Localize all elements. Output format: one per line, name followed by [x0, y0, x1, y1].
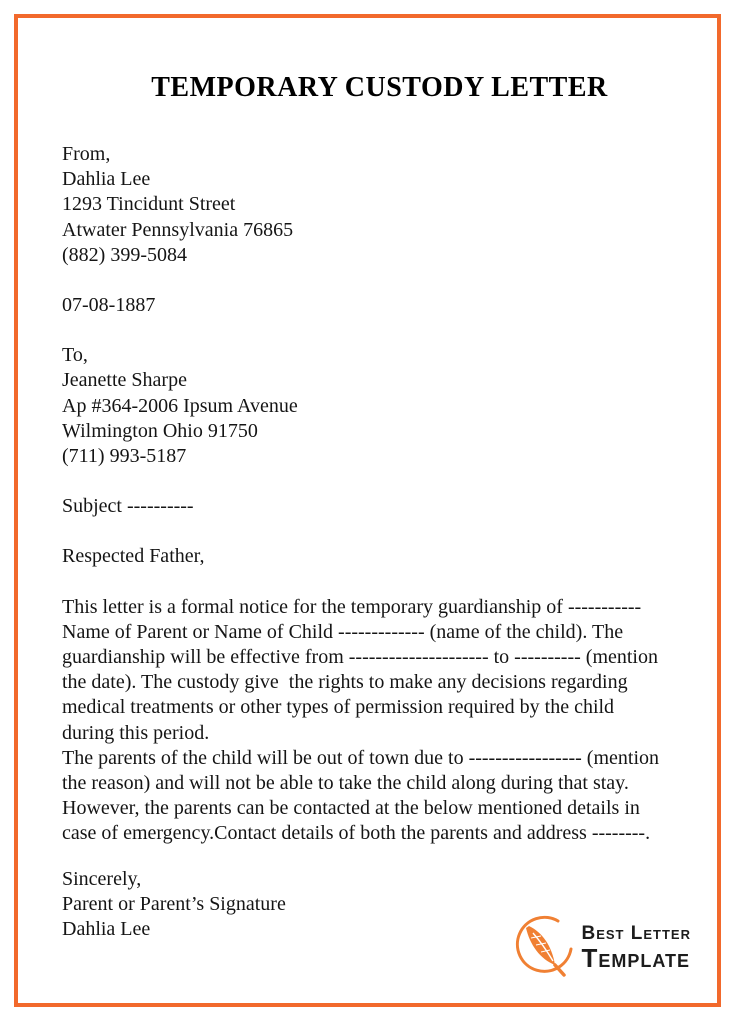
salutation: Respected Father, [62, 545, 205, 568]
sender-street: 1293 Tincidunt Street [62, 193, 236, 216]
sender-phone: (882) 399-5084 [62, 243, 187, 266]
body-line: during this period. [62, 721, 210, 744]
body-line: The parents of the child will be out of town due to ----------------- (mention [62, 746, 660, 769]
date-block [62, 293, 697, 318]
body-line: guardianship will be effective from --------------------- to ---------- (mention [62, 646, 658, 669]
recipient-city: Wilmington Ohio 91750 [62, 419, 258, 442]
sender-block [62, 142, 697, 268]
letter-title: TEMPORARY CUSTODY LETTER [151, 72, 608, 103]
letter-body [62, 595, 697, 847]
brand-logo-text [581, 924, 691, 971]
body-line: case of emergency.Contact details of both the parents and address --------. [62, 822, 651, 845]
subject-block [62, 494, 697, 519]
body-line: This letter is a formal notice for the temporary guardianship of ----------- [62, 595, 642, 618]
to-label: To, [62, 344, 88, 367]
recipient-street: Ap #364-2006 Ipsum Avenue [62, 394, 298, 417]
recipient-name: Jeanette Sharpe [62, 369, 187, 392]
salutation-block [62, 544, 697, 569]
recipient-block [62, 343, 697, 469]
brand-name-line1: Best Letter [581, 923, 691, 944]
closing-signature-line: Parent or Parent’s Signature [62, 892, 286, 915]
from-label: From, [62, 143, 111, 165]
feather-icon [511, 912, 577, 983]
closing-name: Dahlia Lee [62, 918, 151, 941]
body-line: medical treatments or other types of permission required by the child [62, 696, 615, 719]
recipient-phone: (711) 993-5187 [62, 445, 187, 468]
letter-date: 07-08-1887 [62, 294, 156, 317]
brand-logo [511, 912, 691, 983]
page-border [14, 14, 721, 1007]
body-line: the date). The custody give the rights to make any decisions regarding [62, 671, 628, 694]
letter-content [62, 18, 697, 942]
body-line: However, the parents can be contacted at the below mentioned details in [62, 797, 640, 820]
brand-name-line2: Template [581, 943, 691, 973]
sender-name: Dahlia Lee [62, 168, 151, 191]
body-line: Name of Parent or Name of Child ------------- (name of the child). The [62, 620, 624, 643]
body-line: the reason) and will not be able to take the child along during that stay. [62, 772, 629, 795]
sender-city: Atwater Pennsylvania 76865 [62, 218, 294, 241]
closing-sincerely: Sincerely, [62, 867, 142, 890]
subject-line: Subject ---------- [62, 495, 194, 518]
